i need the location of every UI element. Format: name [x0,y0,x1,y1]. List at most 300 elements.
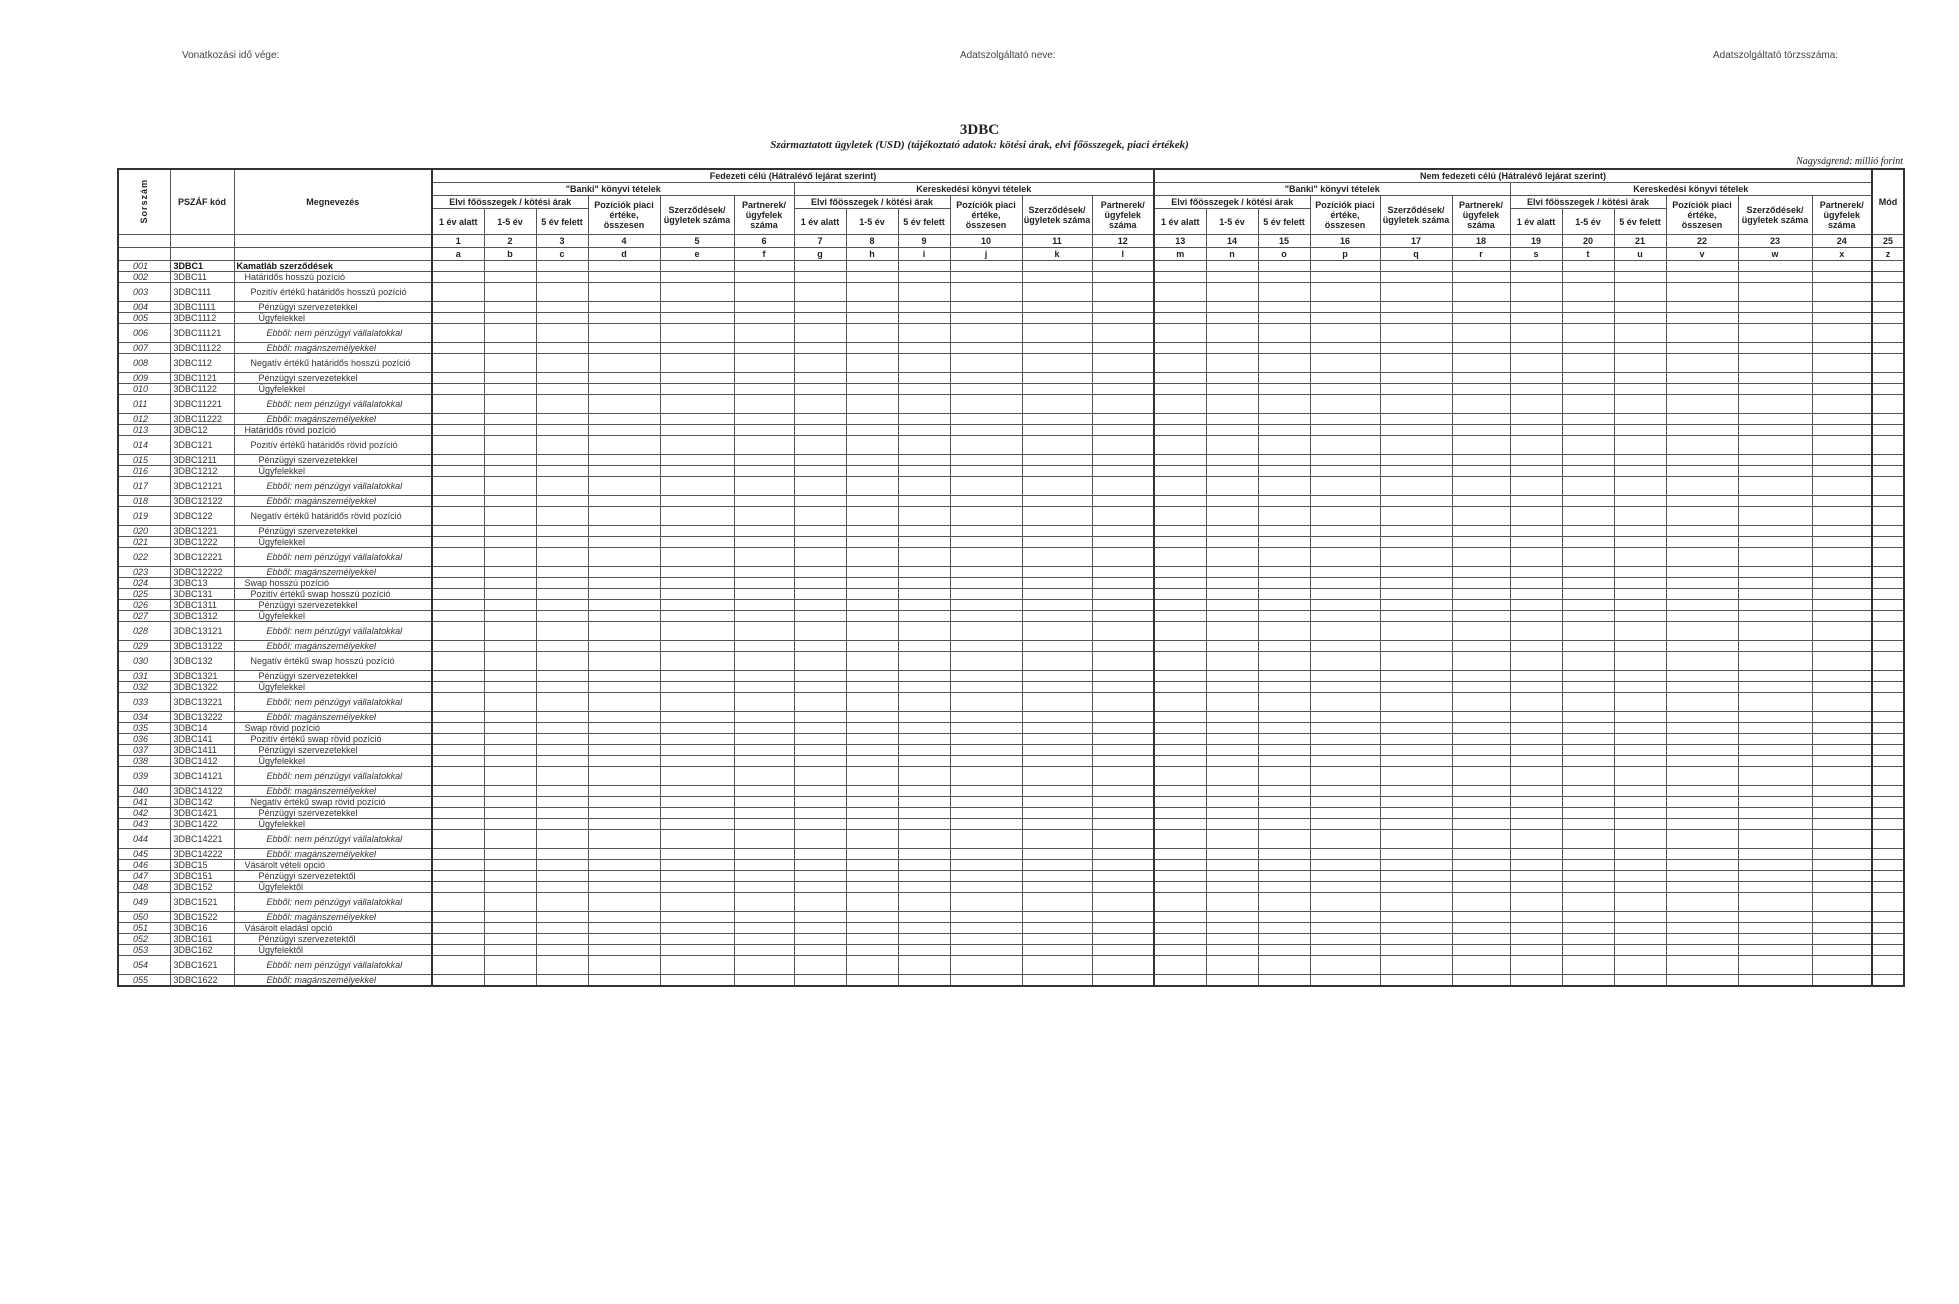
data-cell[interactable] [432,975,484,987]
data-cell[interactable] [1380,693,1452,712]
data-cell[interactable] [1614,611,1666,622]
data-cell[interactable] [1510,425,1562,436]
data-cell[interactable] [660,589,734,600]
data-cell[interactable] [1614,756,1666,767]
data-cell[interactable] [1022,734,1092,745]
data-cell[interactable] [1206,425,1258,436]
data-cell[interactable] [1310,395,1380,414]
data-cell[interactable] [536,808,588,819]
data-cell[interactable] [898,871,950,882]
data-cell[interactable] [660,723,734,734]
data-cell[interactable] [1812,600,1872,611]
data-cell[interactable] [1666,436,1738,455]
data-cell[interactable] [1022,975,1092,987]
data-cell[interactable] [898,384,950,395]
data-cell[interactable] [1562,882,1614,893]
data-cell[interactable] [1154,324,1206,343]
data-cell[interactable] [950,589,1022,600]
data-cell[interactable] [1154,261,1206,272]
data-cell[interactable] [898,745,950,756]
data-cell[interactable] [1154,923,1206,934]
data-cell[interactable] [794,871,846,882]
data-cell[interactable] [898,849,950,860]
data-cell[interactable] [794,956,846,975]
data-cell[interactable] [1738,384,1812,395]
data-cell[interactable] [1258,652,1310,671]
data-cell[interactable] [432,354,484,373]
data-cell[interactable] [588,797,660,808]
data-cell[interactable] [1666,354,1738,373]
data-cell[interactable] [1092,425,1154,436]
data-cell[interactable] [1666,871,1738,882]
data-cell[interactable] [1092,723,1154,734]
data-cell[interactable] [432,712,484,723]
data-cell[interactable] [898,819,950,830]
data-cell[interactable] [1562,745,1614,756]
data-cell[interactable] [846,384,898,395]
data-cell[interactable] [1614,893,1666,912]
data-cell[interactable] [1872,578,1904,589]
data-cell[interactable] [1022,567,1092,578]
data-cell[interactable] [1154,548,1206,567]
data-cell[interactable] [484,693,536,712]
data-cell[interactable] [734,693,794,712]
data-cell[interactable] [1092,477,1154,496]
data-cell[interactable] [1092,537,1154,548]
data-cell[interactable] [1738,354,1812,373]
data-cell[interactable] [1614,734,1666,745]
data-cell[interactable] [1666,622,1738,641]
data-cell[interactable] [950,436,1022,455]
data-cell[interactable] [794,496,846,507]
data-cell[interactable] [1666,712,1738,723]
data-cell[interactable] [536,923,588,934]
data-cell[interactable] [484,808,536,819]
data-cell[interactable] [1614,578,1666,589]
data-cell[interactable] [846,578,898,589]
data-cell[interactable] [794,395,846,414]
data-cell[interactable] [1614,302,1666,313]
data-cell[interactable] [660,871,734,882]
data-cell[interactable] [432,849,484,860]
data-cell[interactable] [1562,272,1614,283]
data-cell[interactable] [1452,671,1510,682]
data-cell[interactable] [846,641,898,652]
data-cell[interactable] [1154,477,1206,496]
data-cell[interactable] [536,272,588,283]
data-cell[interactable] [1258,302,1310,313]
data-cell[interactable] [1666,723,1738,734]
data-cell[interactable] [1738,477,1812,496]
data-cell[interactable] [1206,455,1258,466]
data-cell[interactable] [1666,589,1738,600]
data-cell[interactable] [1310,600,1380,611]
data-cell[interactable] [1022,436,1092,455]
data-cell[interactable] [1092,578,1154,589]
data-cell[interactable] [1452,507,1510,526]
data-cell[interactable] [1872,455,1904,466]
data-cell[interactable] [1510,589,1562,600]
data-cell[interactable] [1154,652,1206,671]
data-cell[interactable] [1812,945,1872,956]
data-cell[interactable] [660,912,734,923]
data-cell[interactable] [846,455,898,466]
data-cell[interactable] [484,819,536,830]
data-cell[interactable] [846,819,898,830]
data-cell[interactable] [536,324,588,343]
data-cell[interactable] [484,466,536,477]
data-cell[interactable] [536,956,588,975]
data-cell[interactable] [794,578,846,589]
data-cell[interactable] [1258,425,1310,436]
data-cell[interactable] [1452,934,1510,945]
data-cell[interactable] [1872,496,1904,507]
data-cell[interactable] [1510,945,1562,956]
data-cell[interactable] [1738,567,1812,578]
data-cell[interactable] [484,756,536,767]
data-cell[interactable] [1562,384,1614,395]
data-cell[interactable] [1310,477,1380,496]
data-cell[interactable] [1380,912,1452,923]
data-cell[interactable] [1614,395,1666,414]
data-cell[interactable] [1092,455,1154,466]
data-cell[interactable] [846,934,898,945]
data-cell[interactable] [1872,622,1904,641]
data-cell[interactable] [536,384,588,395]
data-cell[interactable] [1022,548,1092,567]
data-cell[interactable] [1562,830,1614,849]
data-cell[interactable] [1738,589,1812,600]
data-cell[interactable] [1380,567,1452,578]
data-cell[interactable] [1258,272,1310,283]
data-cell[interactable] [1310,767,1380,786]
data-cell[interactable] [1310,466,1380,477]
data-cell[interactable] [950,945,1022,956]
data-cell[interactable] [1310,537,1380,548]
data-cell[interactable] [1310,671,1380,682]
data-cell[interactable] [898,548,950,567]
data-cell[interactable] [1510,343,1562,354]
data-cell[interactable] [1872,373,1904,384]
data-cell[interactable] [1206,767,1258,786]
data-cell[interactable] [794,849,846,860]
data-cell[interactable] [1380,934,1452,945]
data-cell[interactable] [588,466,660,477]
data-cell[interactable] [1738,767,1812,786]
data-cell[interactable] [846,808,898,819]
data-cell[interactable] [1206,283,1258,302]
data-cell[interactable] [1812,436,1872,455]
data-cell[interactable] [950,882,1022,893]
data-cell[interactable] [484,797,536,808]
data-cell[interactable] [1206,313,1258,324]
data-cell[interactable] [734,723,794,734]
data-cell[interactable] [1258,723,1310,734]
data-cell[interactable] [588,414,660,425]
data-cell[interactable] [484,496,536,507]
data-cell[interactable] [432,496,484,507]
data-cell[interactable] [846,477,898,496]
data-cell[interactable] [950,578,1022,589]
data-cell[interactable] [734,600,794,611]
data-cell[interactable] [1666,578,1738,589]
data-cell[interactable] [1154,611,1206,622]
data-cell[interactable] [794,934,846,945]
data-cell[interactable] [1452,425,1510,436]
data-cell[interactable] [1452,548,1510,567]
data-cell[interactable] [1812,425,1872,436]
data-cell[interactable] [1562,945,1614,956]
data-cell[interactable] [1812,611,1872,622]
data-cell[interactable] [1812,734,1872,745]
data-cell[interactable] [432,414,484,425]
data-cell[interactable] [1452,589,1510,600]
data-cell[interactable] [1872,313,1904,324]
data-cell[interactable] [950,354,1022,373]
data-cell[interactable] [1812,723,1872,734]
data-cell[interactable] [794,354,846,373]
data-cell[interactable] [1380,466,1452,477]
data-cell[interactable] [794,734,846,745]
data-cell[interactable] [898,373,950,384]
data-cell[interactable] [1258,537,1310,548]
data-cell[interactable] [536,860,588,871]
data-cell[interactable] [1310,283,1380,302]
data-cell[interactable] [1666,975,1738,987]
data-cell[interactable] [898,693,950,712]
data-cell[interactable] [1310,871,1380,882]
data-cell[interactable] [536,830,588,849]
data-cell[interactable] [660,261,734,272]
data-cell[interactable] [1258,819,1310,830]
data-cell[interactable] [1872,693,1904,712]
data-cell[interactable] [1258,477,1310,496]
data-cell[interactable] [1666,934,1738,945]
data-cell[interactable] [588,882,660,893]
data-cell[interactable] [432,945,484,956]
data-cell[interactable] [1666,734,1738,745]
data-cell[interactable] [588,477,660,496]
data-cell[interactable] [536,819,588,830]
data-cell[interactable] [1614,466,1666,477]
data-cell[interactable] [536,723,588,734]
data-cell[interactable] [1092,354,1154,373]
data-cell[interactable] [1614,373,1666,384]
data-cell[interactable] [950,283,1022,302]
data-cell[interactable] [660,578,734,589]
data-cell[interactable] [484,436,536,455]
data-cell[interactable] [1614,537,1666,548]
data-cell[interactable] [660,652,734,671]
data-cell[interactable] [794,589,846,600]
data-cell[interactable] [660,808,734,819]
data-cell[interactable] [1562,302,1614,313]
data-cell[interactable] [1452,860,1510,871]
data-cell[interactable] [1022,600,1092,611]
data-cell[interactable] [1562,343,1614,354]
data-cell[interactable] [1666,537,1738,548]
data-cell[interactable] [1092,652,1154,671]
data-cell[interactable] [794,756,846,767]
data-cell[interactable] [950,975,1022,987]
data-cell[interactable] [536,975,588,987]
data-cell[interactable] [1258,507,1310,526]
data-cell[interactable] [1022,622,1092,641]
data-cell[interactable] [1452,414,1510,425]
data-cell[interactable] [484,912,536,923]
data-cell[interactable] [794,272,846,283]
data-cell[interactable] [660,893,734,912]
data-cell[interactable] [588,526,660,537]
data-cell[interactable] [1206,272,1258,283]
data-cell[interactable] [734,808,794,819]
data-cell[interactable] [734,860,794,871]
data-cell[interactable] [1510,797,1562,808]
data-cell[interactable] [1872,975,1904,987]
data-cell[interactable] [734,507,794,526]
data-cell[interactable] [1154,819,1206,830]
data-cell[interactable] [1206,466,1258,477]
data-cell[interactable] [794,537,846,548]
data-cell[interactable] [1562,641,1614,652]
data-cell[interactable] [950,693,1022,712]
data-cell[interactable] [1258,912,1310,923]
data-cell[interactable] [1092,693,1154,712]
data-cell[interactable] [950,734,1022,745]
data-cell[interactable] [898,302,950,313]
data-cell[interactable] [898,923,950,934]
data-cell[interactable] [1738,548,1812,567]
data-cell[interactable] [1872,261,1904,272]
data-cell[interactable] [1258,641,1310,652]
data-cell[interactable] [1154,641,1206,652]
data-cell[interactable] [846,745,898,756]
data-cell[interactable] [1812,272,1872,283]
data-cell[interactable] [1812,384,1872,395]
data-cell[interactable] [1562,819,1614,830]
data-cell[interactable] [1510,693,1562,712]
data-cell[interactable] [1562,466,1614,477]
data-cell[interactable] [432,652,484,671]
data-cell[interactable] [1154,797,1206,808]
data-cell[interactable] [536,414,588,425]
data-cell[interactable] [1738,261,1812,272]
data-cell[interactable] [1154,671,1206,682]
data-cell[interactable] [1022,261,1092,272]
data-cell[interactable] [1092,975,1154,987]
data-cell[interactable] [1380,589,1452,600]
data-cell[interactable] [1310,414,1380,425]
data-cell[interactable] [1022,589,1092,600]
data-cell[interactable] [846,830,898,849]
data-cell[interactable] [794,373,846,384]
data-cell[interactable] [1154,871,1206,882]
data-cell[interactable] [1258,548,1310,567]
data-cell[interactable] [1614,652,1666,671]
data-cell[interactable] [1812,373,1872,384]
data-cell[interactable] [734,756,794,767]
data-cell[interactable] [1812,652,1872,671]
data-cell[interactable] [1206,819,1258,830]
data-cell[interactable] [1738,745,1812,756]
data-cell[interactable] [660,745,734,756]
data-cell[interactable] [1738,797,1812,808]
data-cell[interactable] [660,956,734,975]
data-cell[interactable] [898,313,950,324]
data-cell[interactable] [588,745,660,756]
data-cell[interactable] [660,283,734,302]
data-cell[interactable] [1614,343,1666,354]
data-cell[interactable] [432,324,484,343]
data-cell[interactable] [1258,745,1310,756]
data-cell[interactable] [1666,600,1738,611]
data-cell[interactable] [1872,756,1904,767]
data-cell[interactable] [794,548,846,567]
data-cell[interactable] [1812,912,1872,923]
data-cell[interactable] [1738,923,1812,934]
data-cell[interactable] [898,622,950,641]
data-cell[interactable] [1872,526,1904,537]
data-cell[interactable] [1738,712,1812,723]
data-cell[interactable] [794,526,846,537]
data-cell[interactable] [1812,745,1872,756]
data-cell[interactable] [660,272,734,283]
data-cell[interactable] [1510,526,1562,537]
data-cell[interactable] [536,302,588,313]
data-cell[interactable] [1154,975,1206,987]
data-cell[interactable] [1562,395,1614,414]
data-cell[interactable] [1666,425,1738,436]
data-cell[interactable] [1738,302,1812,313]
data-cell[interactable] [1452,526,1510,537]
data-cell[interactable] [1614,712,1666,723]
data-cell[interactable] [1310,384,1380,395]
data-cell[interactable] [1154,767,1206,786]
data-cell[interactable] [1022,354,1092,373]
data-cell[interactable] [1380,395,1452,414]
data-cell[interactable] [1022,849,1092,860]
data-cell[interactable] [1380,767,1452,786]
data-cell[interactable] [432,671,484,682]
data-cell[interactable] [734,414,794,425]
data-cell[interactable] [484,578,536,589]
data-cell[interactable] [898,641,950,652]
data-cell[interactable] [734,395,794,414]
data-cell[interactable] [1380,682,1452,693]
data-cell[interactable] [1380,302,1452,313]
data-cell[interactable] [1738,578,1812,589]
data-cell[interactable] [1510,537,1562,548]
data-cell[interactable] [1738,313,1812,324]
data-cell[interactable] [950,384,1022,395]
data-cell[interactable] [950,893,1022,912]
data-cell[interactable] [1092,882,1154,893]
data-cell[interactable] [1154,600,1206,611]
data-cell[interactable] [846,425,898,436]
data-cell[interactable] [1812,671,1872,682]
data-cell[interactable] [484,641,536,652]
data-cell[interactable] [1154,384,1206,395]
data-cell[interactable] [1022,537,1092,548]
data-cell[interactable] [734,436,794,455]
data-cell[interactable] [1562,622,1614,641]
data-cell[interactable] [432,567,484,578]
data-cell[interactable] [1206,786,1258,797]
data-cell[interactable] [1562,797,1614,808]
data-cell[interactable] [898,526,950,537]
data-cell[interactable] [1738,526,1812,537]
data-cell[interactable] [1092,934,1154,945]
